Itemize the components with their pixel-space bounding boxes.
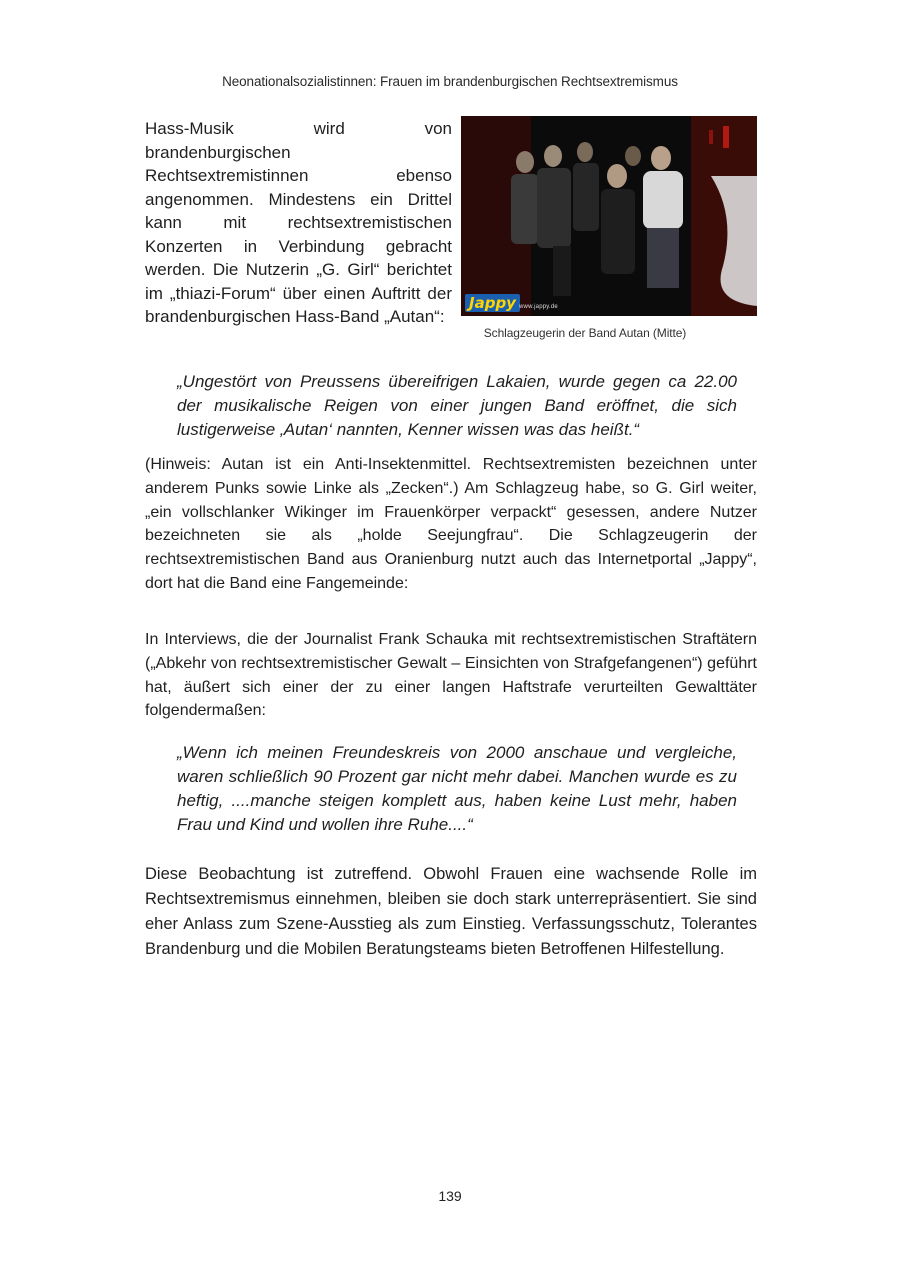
offender-quote: „Wenn ich meinen Freundeskreis von 2000 anschaue und vergleiche, waren schließlich 90 Prozent gar nicht mehr dabei. Manchen wurde es zu heftig, ....manche steigen komplett aus, haben keine Lust mehr, haben Frau und Kind und wollen ihre Ruhe....“ <box>177 743 737 834</box>
page-number: 139 <box>438 1188 462 1204</box>
paragraph-conclusion: Diese Beobachtung ist zutreffend. Obwohl Frauen eine wachsende Rolle im Rechtsextremismus einnehmen, bleiben sie doch stark unterrepräsentiert. Sie sind eher Anlass zum Szene-Ausstieg als zum Einstieg. Verfassungsschutz, Tolerantes Brandenburg und die Mobilen Beratungsteams bieten Betroffenen Hilfestellung. <box>145 865 757 958</box>
band-photo-figure <box>461 116 757 340</box>
band-photo <box>461 116 757 316</box>
photo-watermark-url: www.jappy.de <box>519 304 558 310</box>
forum-quote: „Ungestört von Preussens übereifrigen Lakaien, wurde gegen ca 22.00 der musikalische Reigen von einer jungen Band eröffnet, die sich lustigerweise ‚Autan‘ nannten, Kenner wissen was das heißt.“ <box>177 372 737 439</box>
jappy-logo: Jappy <box>465 294 520 312</box>
paragraph-interviews: In Interviews, die der Journalist Frank Schauka mit rechtsextremistischen Straftätern („Abkehr von rechtsextremistischer Gewalt – Einsichten von Strafgefangenen“) geführt hat, äußert sich einer der zu einer langen Haftstrafe verurteilten Gewalttäter folgendermaßen: <box>145 631 757 720</box>
intro-paragraph: Hass-Musik wird von brandenburgischen Rechtsextremistinnen ebenso angenommen. Mindestens ein Drittel kann mit rechtsextremistischen Konzerten in Verbindung gebracht werden. Die Nutzerin „G. Girl“ berichtet im „thiazi-Forum“ über einen Auftritt der brandenburgischen Hass-Band „Autan“: <box>145 119 452 326</box>
figure-caption: Schlagzeugerin der Band Autan (Mitte) <box>483 326 687 340</box>
running-header: Neonationalsozialistinnen: Frauen im brandenburgischen Rechtsextremismus <box>222 74 678 89</box>
band-photo-image <box>461 116 757 316</box>
paragraph-autan-note: (Hinweis: Autan ist ein Anti-Insektenmittel. Rechtsextremisten bezeichnen unter anderem Punks sowie Linke als „Zecken“.) Am Schlagzeug habe, so G. Girl weiter, „ein vollschlanker Wikinger im Frauenkörper verpackt“ gesessen, andere Nutzer bezeichneten sie als „holde Seejungfrau“. Die Schlagzeugerin der rechtsextremistischen Band aus Oranienburg nutzt auch das Internetportal „Jappy“, dort hat die Band eine Fangemeinde: <box>145 456 757 592</box>
